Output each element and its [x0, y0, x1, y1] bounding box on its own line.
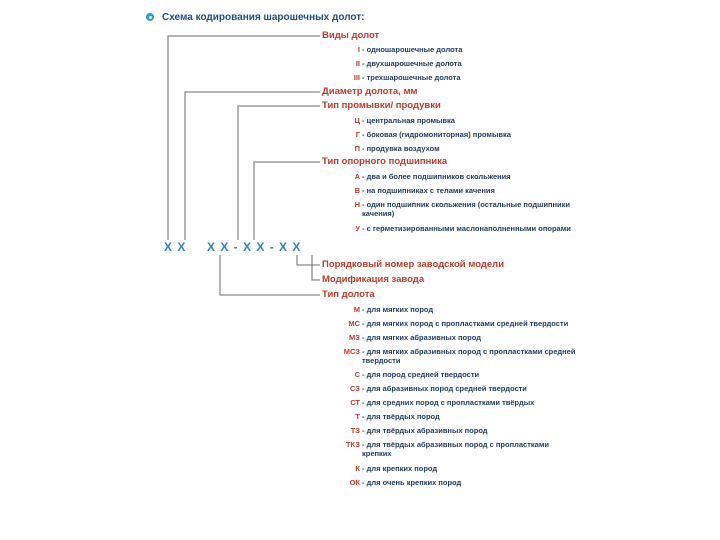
code-part-2: Х Х - Х Х - Х Х: [207, 240, 302, 254]
opora-code-4: У: [355, 224, 360, 233]
tip-code-2: МС: [348, 319, 360, 328]
tip-code-1: М: [353, 305, 360, 314]
promyvka-code-2: Г: [355, 130, 360, 139]
tip-desc-3: - для мягких абразивных пород: [362, 333, 481, 342]
tip-code-8: Т: [355, 412, 360, 421]
tip-desc-11: - для крепких пород: [362, 464, 438, 473]
tip-code-11: К: [355, 464, 360, 473]
promyvka-code-3: П: [354, 144, 360, 153]
connector-poryadkovy: [297, 255, 320, 265]
page-title: Схема кодирования шарошечных долот:: [162, 12, 365, 23]
promyvka-desc-3: - продувка воздухом: [362, 144, 440, 153]
title-bullet-icon: [146, 13, 154, 21]
heading-modifikaciya: Модификация завода: [322, 274, 425, 285]
promyvka-desc-2: - боковая (гидромониторная) промывка: [362, 130, 511, 139]
tip-code-9: ТЗ: [350, 426, 360, 435]
tip-desc-5: - для пород средней твердости: [362, 370, 480, 379]
heading-tip: Тип долота: [322, 289, 375, 300]
tip-desc-10: - для твёрдых абразивных пород с пропластками крепких: [362, 440, 549, 458]
tip-desc-9: - для твёрдых абразивных пород: [362, 426, 488, 435]
connector-vidy: [168, 36, 320, 240]
vidy-code-1: I: [357, 45, 360, 54]
heading-promyvka: Тип промывки/ продувки: [322, 100, 441, 111]
heading-diametr: Диаметр долота, мм: [322, 86, 418, 97]
heading-vidy: Виды долот: [322, 30, 380, 41]
tip-desc-4: - для мягких абразивных пород с пропластками средней твердости: [362, 347, 576, 365]
connector-promyvka: [238, 106, 320, 240]
code-part-1: Х Х: [164, 240, 187, 254]
promyvka-desc-1: - центральная промывка: [362, 116, 455, 125]
tip-code-6: СЗ: [349, 384, 360, 393]
connector-tip: [220, 255, 320, 295]
opora-desc-4: - с герметизированными маслонаполненными опорами: [362, 224, 571, 233]
opora-desc-1: - два и более подшипников скольжения: [362, 172, 511, 181]
tip-desc-8: - для твёрдых пород: [362, 412, 440, 421]
vidy-desc-2: - двухшарошечные долота: [362, 59, 462, 68]
tip-desc-1: - для мягких пород: [362, 305, 434, 314]
vidy-desc-1: - одношарошечные долота: [362, 45, 463, 54]
tip-desc-2: - для мягких пород с пропластками средней твердости: [362, 319, 569, 328]
tip-desc-6: - для абразивных пород средней твердости: [362, 384, 527, 393]
opora-code-3: Н: [354, 200, 360, 209]
tip-desc-7: - для средних пород с пропластками твёрдых: [362, 398, 535, 407]
promyvka-code-1: Ц: [354, 116, 360, 125]
tip-desc-12: - для очень крепких пород: [362, 478, 462, 487]
tip-code-3: МЗ: [349, 333, 360, 342]
tip-code-12: ОК: [349, 478, 360, 487]
tip-code-10: ТКЗ: [345, 440, 360, 449]
connector-opora: [254, 162, 320, 240]
vidy-code-3: III: [353, 73, 360, 82]
tip-code-5: С: [354, 370, 360, 379]
heading-opora: Тип опорного подшипника: [322, 156, 448, 167]
opora-desc-3: - один подшипник скольжения (остальные подшипники качения): [362, 200, 571, 218]
opora-code-2: В: [354, 186, 360, 195]
tip-code-4: МСЗ: [343, 347, 360, 356]
opora-code-1: А: [354, 172, 360, 181]
tip-code-7: СТ: [350, 398, 360, 407]
heading-poryadkovy: Порядковый номер заводской модели: [322, 259, 505, 270]
connector-diametr: [185, 92, 320, 240]
vidy-desc-3: - трехшарошечные долота: [362, 73, 461, 82]
connector-modifikaciya: [312, 255, 320, 280]
vidy-code-2: II: [355, 59, 360, 68]
opora-desc-2: - на подшипниках с телами качения: [362, 186, 495, 195]
